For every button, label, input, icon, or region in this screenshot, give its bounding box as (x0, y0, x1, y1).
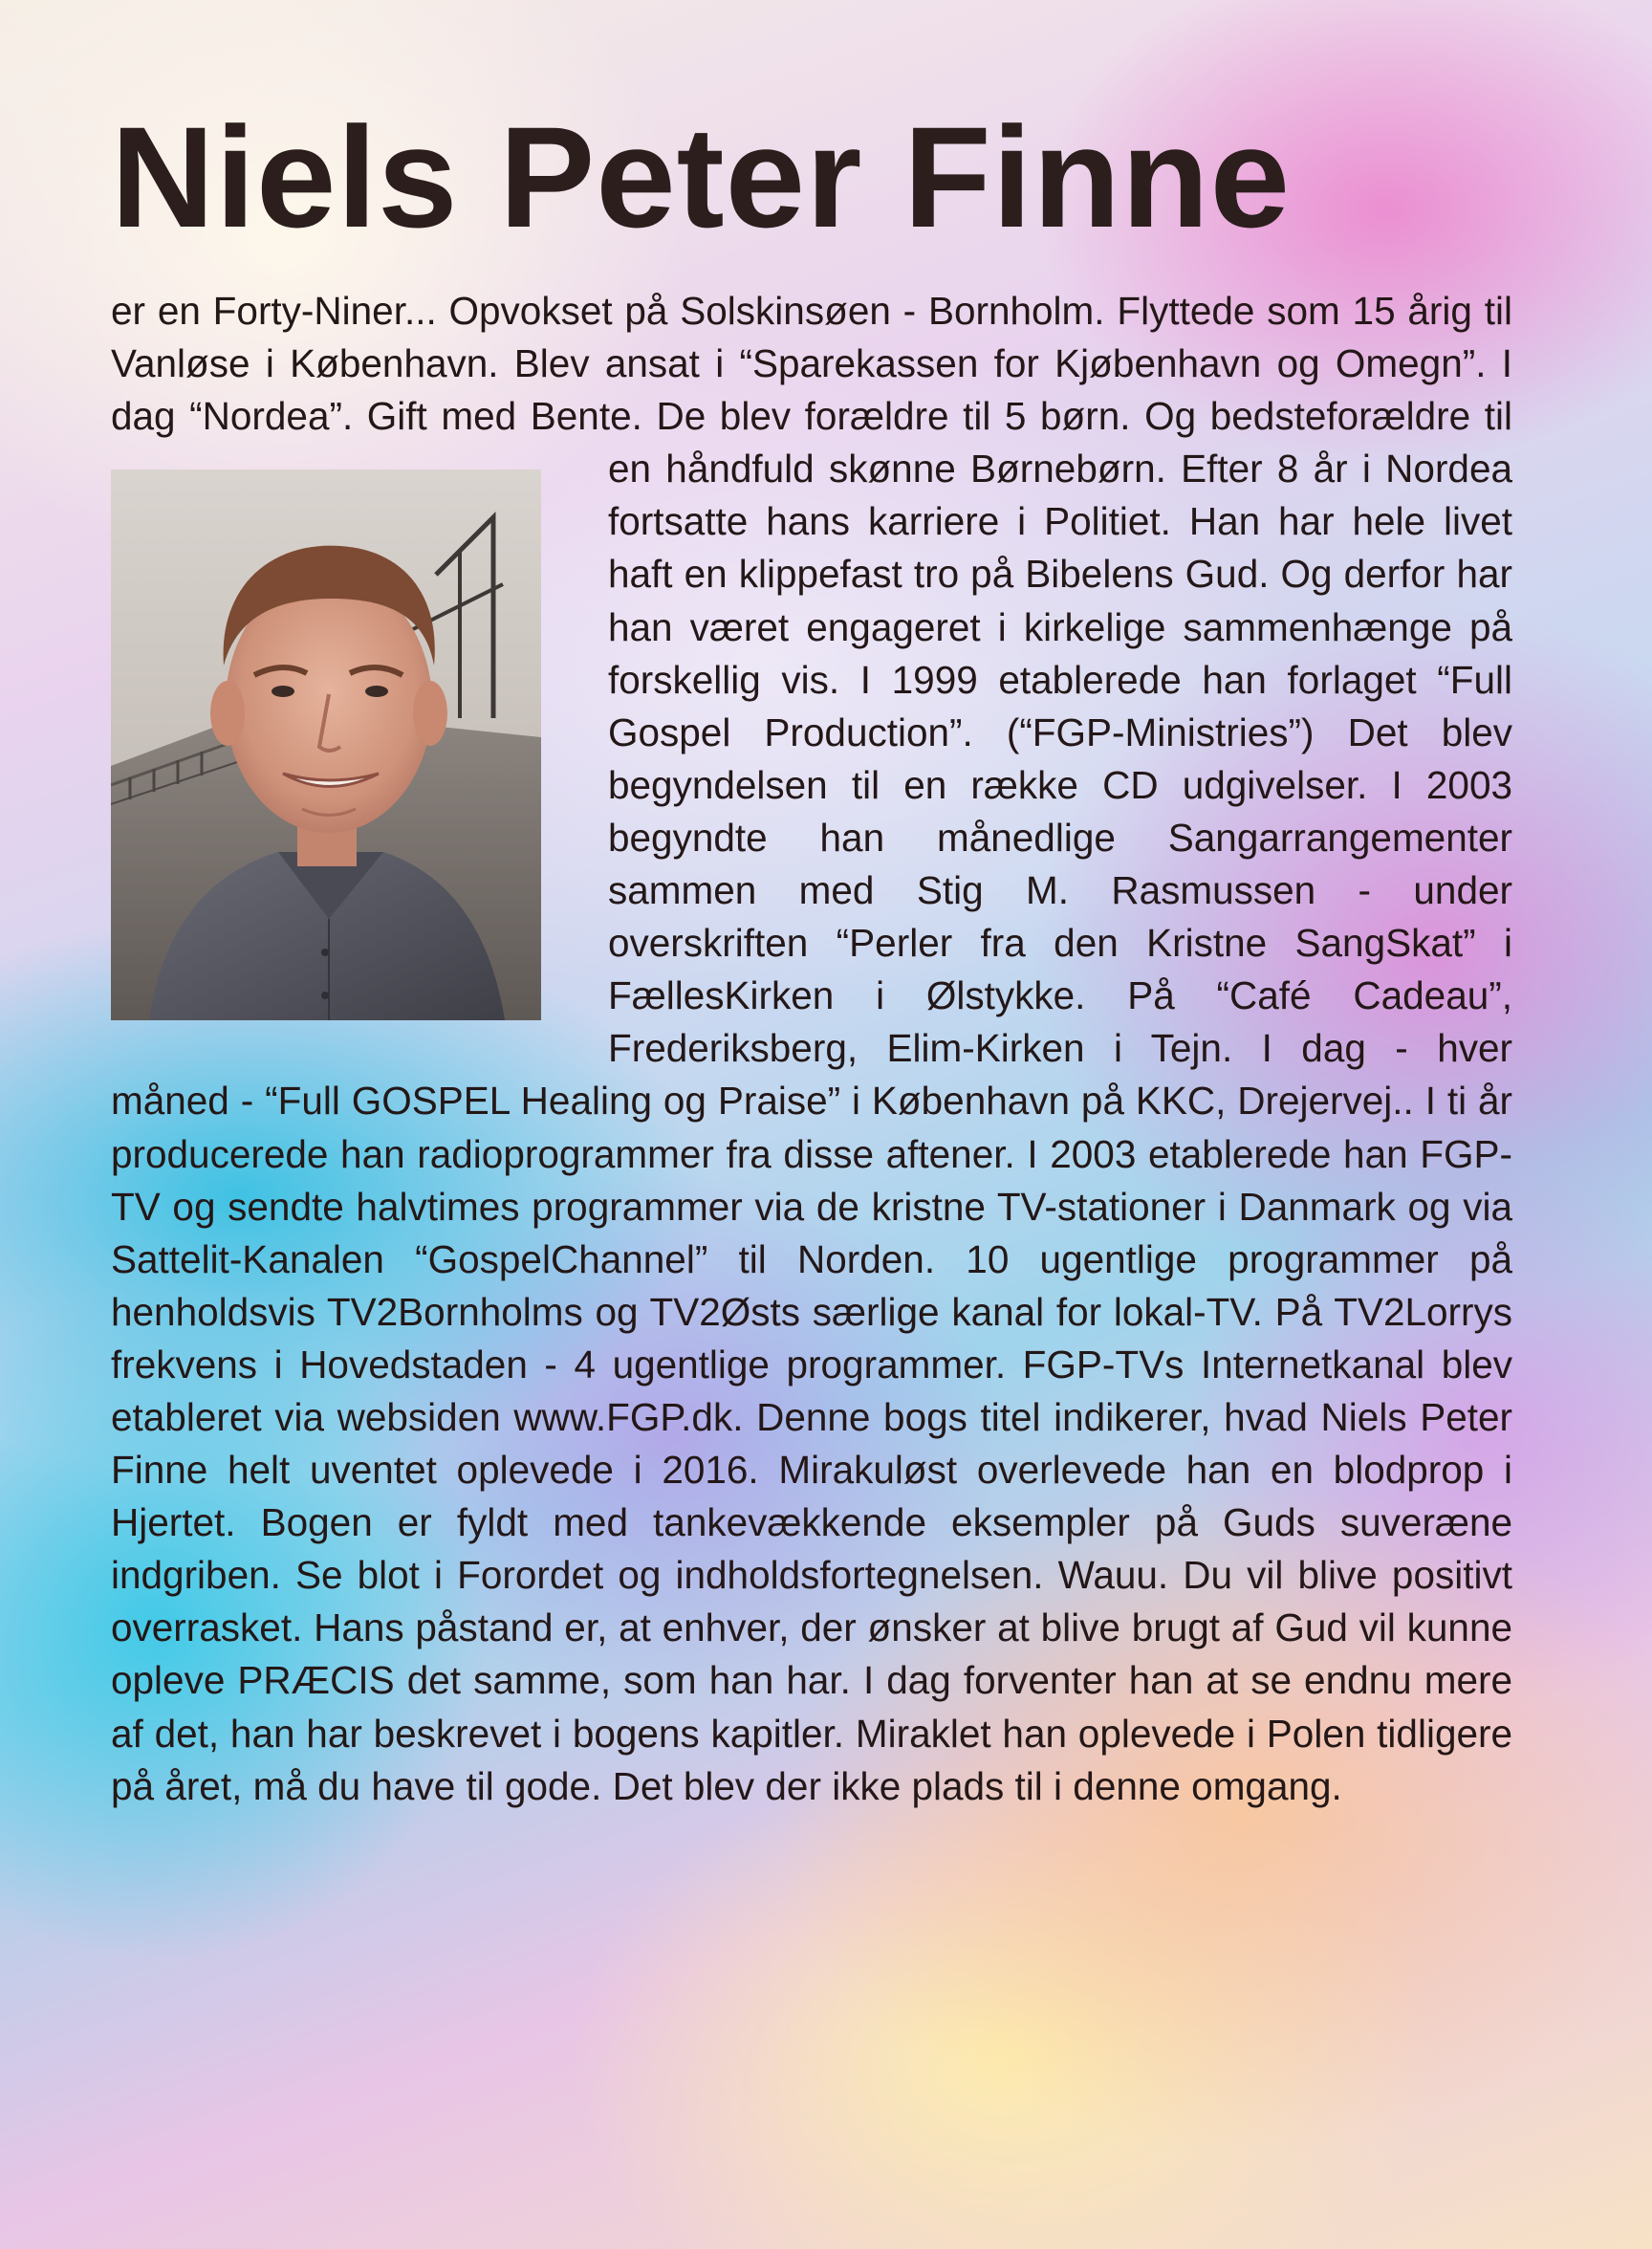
biography-intro: er en Forty-Niner... Opvokset på Solskinsøen - Bornholm. Flyttede som 15 årig til Vanløse i København. Blev ansat i “Sparekassen for Kjøbenhavn og Omegn”. I dag “Nordea”. Gift med Bente. De blev forældre til 5 børn. Og bedsteforældre til en håndfuld skønne (111, 289, 1512, 491)
portrait-illustration (111, 469, 541, 1020)
biography-text (111, 285, 1512, 1813)
biography-main: Børnebørn. Efter 8 år i Nordea fortsatte hans karriere i Politiet. Han har hele livet haft en klippefast tro på Bibelens Gud. Og derfor har han været engageret i kirkelige sammenhænge på forskellig vis. I 1999 etablerede han forlaget “Full Gospel Production”. (“FGP-Ministries”) Det blev begyndelsen til en række CD udgivelser. I 2003 begyndte han månedlige Sangarrangementer sammen med Stig M. Rasmussen - under overskriften “Perler fra den Kristne SangSkat” i FællesKirken i Ølstykke. På “Café Cadeau”, Frederiksberg, Elim-Kirken i Tejn. I dag - hver måned - “Full GOSPEL Healing og Praise” i København på KKC, Drejervej.. I ti år producerede han radioprogrammer fra disse aftener. I 2003 etablerede han FGP-TV og sendte halvtimes programmer via de kristne TV-stationer i Danmark og via Sattelit-Kanalen “GospelChannel” til Norden. 10 ugentlige programmer på henholdsvis TV2Bornholms og TV2Østs særlige kanal for lokal-TV. På TV2Lorrys frekvens i Hovedstaden - 4 ugentlige programmer. FGP-TVs Internetkanal blev etableret via websiden www.FGP.dk. Denne bogs titel indikerer, hvad Niels Peter Finne helt uventet oplevede i 2016. Mirakuløst overlevede han en blodprop i Hjertet. Bogen er fyldt med tankevækkende eksempler på Guds suveræne indgriben. Se blot i Forordet og indholdsfortegnelsen. Wauu. Du vil blive positivt overrasket. Hans påstand er, at enhver, der ønsker at blive brugt af Gud vil kunne opleve PRÆCIS det samme, som han har. I dag forventer han at se endnu mere af det, han har beskrevet i bogens kapitler. Miraklet han oplevede i Polen tidligere på året, må du have til gode. Det blev der ikke plads til i denne omgang. (111, 447, 1512, 1808)
author-portrait-photo (111, 469, 541, 1020)
page-title: Niels Peter Finne (111, 97, 1292, 257)
